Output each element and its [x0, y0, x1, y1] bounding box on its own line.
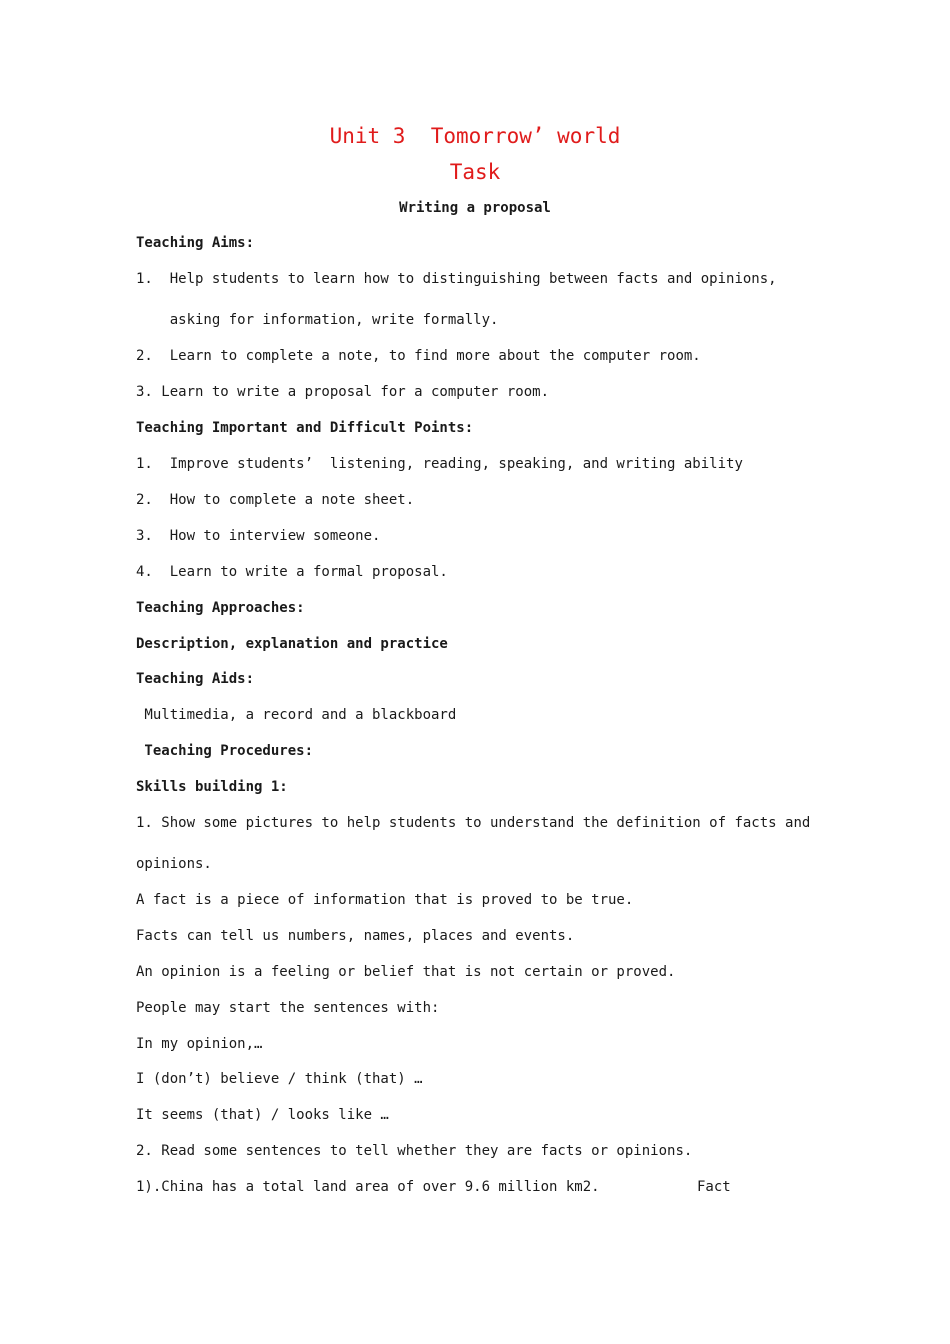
skills-line: 2. Read some sentences to tell whether they are facts or opinions. — [136, 1143, 693, 1159]
skills-line: It seems (that) / looks like … — [136, 1107, 389, 1123]
points-heading: Teaching Important and Difficult Points: — [136, 420, 474, 436]
procedures-heading: Teaching Procedures: — [136, 743, 314, 759]
document-title: Unit 3 Tomorrow’ world — [329, 124, 621, 148]
skills-line: Facts can tell us numbers, names, places and events. — [136, 928, 575, 944]
aims-item: 3. Learn to write a proposal for a computer room. — [136, 384, 550, 400]
aims-item: 1. Help students to learn how to distinguishing between facts and opinions, — [136, 271, 777, 287]
points-item: 4. Learn to write a formal proposal. — [136, 564, 448, 580]
skills-line: 1).China has a total land area of over 9.6 million km2. — [136, 1179, 600, 1195]
skills-line: People may start the sentences with: — [136, 1000, 440, 1016]
document-task-title: Task — [449, 160, 501, 184]
points-item: 1. Improve students’ listening, reading, speaking, and writing ability — [136, 456, 743, 472]
approaches-text: Description, explanation and practice — [136, 636, 448, 652]
skills-line: opinions. — [136, 856, 212, 872]
aids-text: Multimedia, a record and a blackboard — [136, 707, 457, 723]
points-item: 2. How to complete a note sheet. — [136, 492, 415, 508]
answer-label: Fact — [697, 1179, 731, 1195]
aids-heading: Teaching Aids: — [136, 671, 255, 687]
points-item: 3. How to interview someone. — [136, 528, 381, 544]
skills-line: I (don’t) believe / think (that) … — [136, 1071, 423, 1087]
aims-heading: Teaching Aims: — [136, 235, 255, 251]
document-subtitle: Writing a proposal — [399, 200, 551, 216]
aims-item: 2. Learn to complete a note, to find more about the computer room. — [136, 348, 701, 364]
approaches-heading: Teaching Approaches: — [136, 600, 305, 616]
skills-heading: Skills building 1: — [136, 779, 288, 795]
aims-item: asking for information, write formally. — [136, 312, 499, 328]
skills-line: 1. Show some pictures to help students to understand the definition of facts and — [136, 815, 811, 831]
skills-line: In my opinion,… — [136, 1036, 263, 1052]
skills-line: An opinion is a feeling or belief that is not certain or proved. — [136, 964, 676, 980]
skills-line: A fact is a piece of information that is proved to be true. — [136, 892, 634, 908]
